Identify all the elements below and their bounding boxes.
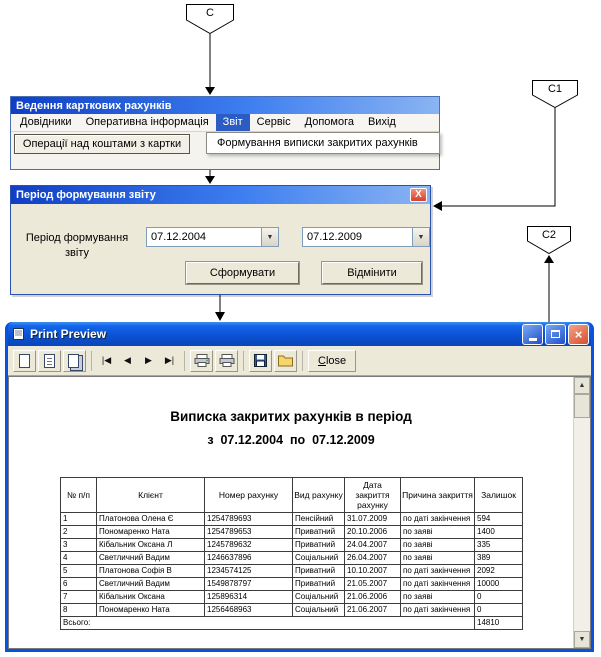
window3-titlebar[interactable] bbox=[8, 322, 591, 346]
toolbar-separator bbox=[243, 351, 244, 371]
menu-dropdown-item[interactable]: Формування виписки закритих рахунків bbox=[217, 137, 418, 149]
close-button-label: Close bbox=[318, 354, 347, 367]
date-from-value: 07.12.2004 bbox=[151, 231, 207, 243]
table-cell: по заяві bbox=[401, 539, 475, 552]
table-cell: 1254789653 bbox=[205, 526, 293, 539]
first-page-button[interactable]: |◀ bbox=[97, 350, 116, 372]
flow-connector-c1 bbox=[532, 80, 578, 108]
table-cell: 21.06.2006 bbox=[345, 591, 401, 604]
table-cell: 31.07.2009 bbox=[345, 513, 401, 526]
flow-connector-c bbox=[186, 4, 234, 34]
header-row bbox=[61, 478, 523, 513]
window1-titlebar[interactable] bbox=[11, 97, 439, 114]
table-cell: 1245789632 bbox=[205, 539, 293, 552]
zoom-page-icon bbox=[19, 354, 30, 368]
table-cell: 1254789693 bbox=[205, 513, 293, 526]
table-cell: Приватний bbox=[293, 526, 345, 539]
table-cell: 4 bbox=[61, 552, 97, 565]
report-subtitle: з 07.12.2004 по 07.12.2009 bbox=[207, 433, 375, 447]
window2-title: Період формування звіту bbox=[16, 189, 156, 201]
table-cell: 1256468963 bbox=[205, 604, 293, 617]
table-row bbox=[61, 552, 523, 565]
print-setup-icon bbox=[219, 354, 235, 367]
toolbar-button-label: Операції над коштами з картки bbox=[22, 138, 182, 150]
print-icon bbox=[194, 354, 210, 367]
report-title: Виписка закритих рахунків в період bbox=[170, 409, 412, 424]
table-cell: 1246637896 bbox=[205, 552, 293, 565]
table-cell: 26.04.2007 bbox=[345, 552, 401, 565]
text-view-button[interactable] bbox=[38, 350, 61, 372]
multi-page-icon bbox=[68, 354, 79, 368]
column-header: Причина закриття bbox=[401, 478, 475, 513]
table-cell: 1549878797 bbox=[205, 578, 293, 591]
table-cell: 1 bbox=[61, 513, 97, 526]
table-cell: 8 bbox=[61, 604, 97, 617]
connector-label: С1 bbox=[547, 83, 563, 95]
table-cell: 10.10.2007 bbox=[345, 565, 401, 578]
table-cell: 125896314 bbox=[205, 591, 293, 604]
table-cell: по даті закінчення bbox=[401, 578, 475, 591]
toolbar-separator bbox=[302, 351, 303, 371]
period-label-line2: звіту bbox=[65, 247, 89, 259]
table-cell: по даті закінчення bbox=[401, 565, 475, 578]
window-main-app bbox=[10, 96, 440, 170]
prev-page-button[interactable]: ◀ bbox=[118, 350, 137, 372]
date-to-value: 07.12.2009 bbox=[307, 231, 363, 243]
zoom-page-button[interactable] bbox=[13, 350, 36, 372]
table-cell: 1234574125 bbox=[205, 565, 293, 578]
window-report-period-dialog bbox=[10, 185, 431, 295]
table-cell: Приватний bbox=[293, 539, 345, 552]
table-cell: 24.04.2007 bbox=[345, 539, 401, 552]
scroll-down-icon[interactable]: ▼ bbox=[574, 631, 590, 648]
chevron-down-icon[interactable]: ▼ bbox=[412, 228, 429, 246]
column-header: Номер рахунку bbox=[205, 478, 293, 513]
text-view-icon bbox=[44, 354, 55, 368]
table-cell: Кібальник Оксана bbox=[97, 591, 205, 604]
window2-titlebar[interactable] bbox=[11, 186, 430, 204]
report-table bbox=[60, 477, 523, 630]
table-cell: Приватний bbox=[293, 578, 345, 591]
connector-label: С2 bbox=[541, 229, 557, 241]
total-label: Всього: bbox=[61, 617, 475, 630]
table-row bbox=[61, 604, 523, 617]
table-cell: Соціальний bbox=[293, 591, 345, 604]
table-cell: Платонова Олена Є bbox=[97, 513, 205, 526]
table-cell: Кібальник Оксана Л bbox=[97, 539, 205, 552]
table-cell: Светличний Вадим bbox=[97, 552, 205, 565]
vertical-scrollbar[interactable] bbox=[573, 377, 590, 648]
next-page-button[interactable]: ▶ bbox=[139, 350, 158, 372]
table-cell: 21.06.2007 bbox=[345, 604, 401, 617]
table-cell: Платонова Софія В bbox=[97, 565, 205, 578]
table-cell: 2 bbox=[61, 526, 97, 539]
flow-connector-c2 bbox=[527, 226, 571, 254]
close-preview-button[interactable] bbox=[308, 350, 356, 372]
table-cell: 389 bbox=[475, 552, 523, 565]
cancel-button-label: Відмінити bbox=[347, 267, 397, 279]
menu-item-1[interactable]: Довідники bbox=[20, 116, 72, 128]
column-header: Клієнт bbox=[97, 478, 205, 513]
period-label bbox=[25, 231, 129, 261]
table-row bbox=[61, 526, 523, 539]
preview-area bbox=[8, 376, 591, 649]
menu-item-6[interactable]: Вихід bbox=[367, 116, 396, 128]
close-icon[interactable]: × bbox=[568, 324, 589, 345]
table-cell: 20.10.2006 bbox=[345, 526, 401, 539]
menu-bar bbox=[11, 114, 439, 132]
chevron-down-icon[interactable]: ▼ bbox=[261, 228, 278, 246]
save-icon bbox=[254, 354, 267, 367]
table-cell: 3 bbox=[61, 539, 97, 552]
total-value: 14810 bbox=[475, 617, 523, 630]
table-cell: Пономаренко Ната bbox=[97, 604, 205, 617]
print-preview-icon bbox=[11, 327, 26, 341]
table-cell: 10000 bbox=[475, 578, 523, 591]
last-page-button[interactable]: ▶| bbox=[160, 350, 179, 372]
table-cell: по заяві bbox=[401, 552, 475, 565]
column-header: Дата закриття рахунку bbox=[345, 478, 401, 513]
table-row bbox=[61, 539, 523, 552]
date-to-combobox[interactable] bbox=[302, 227, 430, 247]
table-cell: по даті закінчення bbox=[401, 513, 475, 526]
scroll-up-icon[interactable]: ▲ bbox=[574, 377, 590, 394]
table-row bbox=[61, 565, 523, 578]
menu-dropdown bbox=[206, 132, 440, 154]
operations-with-card-funds-button[interactable] bbox=[14, 134, 190, 154]
menu-item-2[interactable]: Оперативна інформація bbox=[85, 116, 209, 128]
generate-button-label: Сформувати bbox=[209, 267, 276, 279]
generate-button[interactable] bbox=[186, 262, 299, 284]
toolbar-separator bbox=[91, 351, 92, 371]
table-cell: по даті закінчення bbox=[401, 604, 475, 617]
table-cell: Пономаренко Ната bbox=[97, 526, 205, 539]
menu-item-5[interactable]: Допомога bbox=[304, 116, 354, 128]
table-cell: 5 bbox=[61, 565, 97, 578]
column-header: Вид рахунку bbox=[293, 478, 345, 513]
window3-title: Print Preview bbox=[30, 327, 107, 341]
scrollbar-thumb[interactable] bbox=[574, 394, 590, 418]
open-button[interactable] bbox=[274, 350, 297, 372]
open-folder-icon bbox=[278, 355, 293, 367]
table-cell: 7 bbox=[61, 591, 97, 604]
table-cell: Соціальний bbox=[293, 552, 345, 565]
table-cell: Пенсійний bbox=[293, 513, 345, 526]
save-button[interactable] bbox=[249, 350, 272, 372]
total-row bbox=[61, 617, 523, 630]
date-from-combobox[interactable] bbox=[146, 227, 279, 247]
window1-title: Ведення карткових рахунків bbox=[16, 99, 172, 112]
cancel-button[interactable] bbox=[322, 262, 422, 284]
toolbar-separator bbox=[184, 351, 185, 371]
table-cell: 335 bbox=[475, 539, 523, 552]
column-header: Залишок bbox=[475, 478, 523, 513]
table-cell: 2092 bbox=[475, 565, 523, 578]
print-setup-button[interactable] bbox=[215, 350, 238, 372]
window-controls bbox=[520, 324, 589, 345]
table-cell: 21.05.2007 bbox=[345, 578, 401, 591]
column-header: № п/п bbox=[61, 478, 97, 513]
table-cell: Светличний Вадим bbox=[97, 578, 205, 591]
menu-item-4[interactable]: Сервіс bbox=[256, 116, 291, 128]
table-cell: 1400 bbox=[475, 526, 523, 539]
table-cell: по заяві bbox=[401, 591, 475, 604]
table-row bbox=[61, 513, 523, 526]
multi-page-button[interactable] bbox=[63, 350, 86, 372]
table-cell: 0 bbox=[475, 604, 523, 617]
table-cell: по заяві bbox=[401, 526, 475, 539]
table-row bbox=[61, 578, 523, 591]
window-print-preview bbox=[5, 322, 594, 652]
table-cell: Соціальний bbox=[293, 604, 345, 617]
period-label-line1: Період формування bbox=[25, 232, 129, 244]
table-cell: Приватний bbox=[293, 565, 345, 578]
print-button[interactable] bbox=[190, 350, 213, 372]
table-cell: 6 bbox=[61, 578, 97, 591]
minimize-icon[interactable] bbox=[522, 324, 543, 345]
table-row bbox=[61, 591, 523, 604]
connector-label: С bbox=[206, 7, 214, 19]
preview-toolbar bbox=[8, 346, 591, 376]
maximize-icon[interactable] bbox=[545, 324, 566, 345]
table-cell: 0 bbox=[475, 591, 523, 604]
close-icon[interactable]: X bbox=[410, 188, 427, 202]
table-cell: 594 bbox=[475, 513, 523, 526]
menu-item-3[interactable]: Звіт bbox=[216, 114, 250, 131]
